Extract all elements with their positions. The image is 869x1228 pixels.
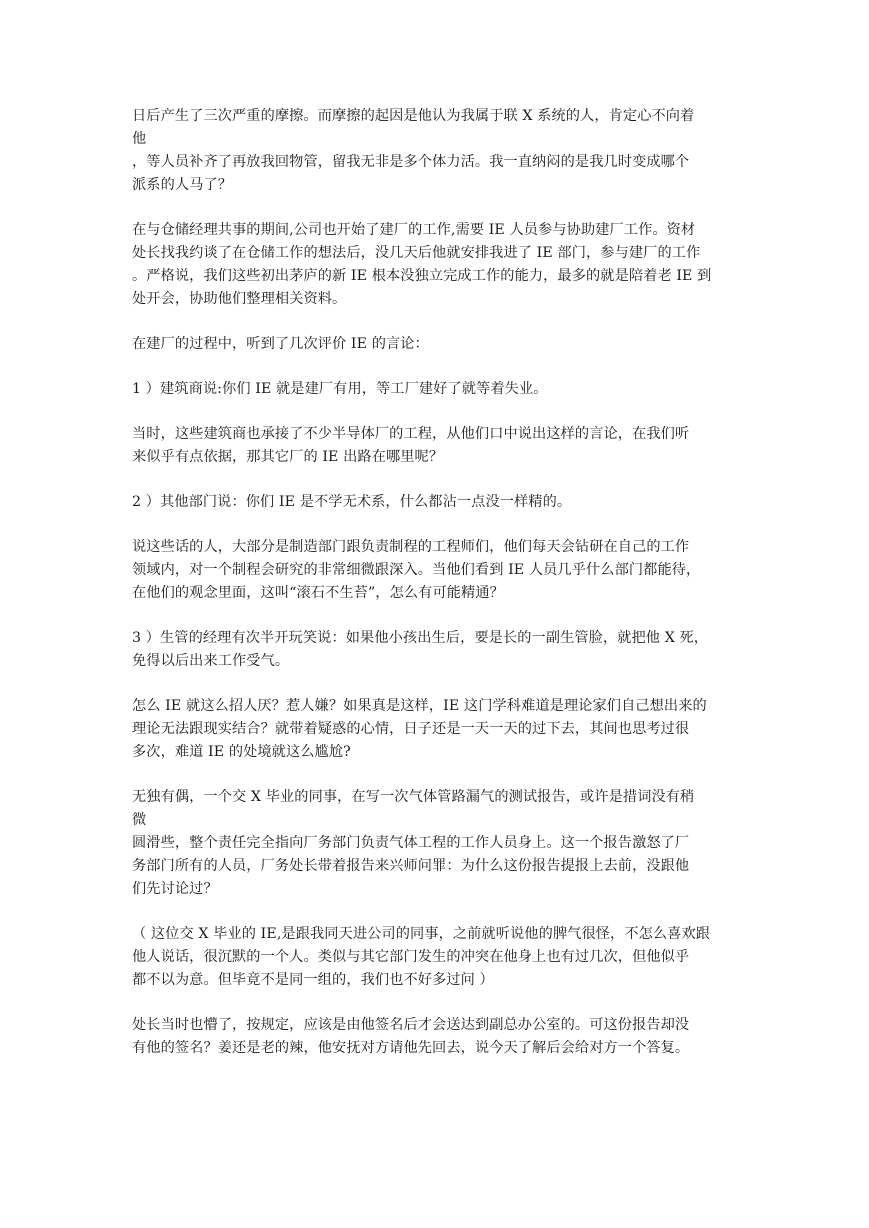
paragraph	[132, 1014, 742, 1060]
text-line: 处开会，协助他们整理相关资料。	[132, 291, 347, 307]
text-line: 派系的人马了？	[132, 177, 233, 193]
document-body	[132, 105, 742, 1082]
text-line: 处长找我约谈了在仓储工作的想法后，没几天后他就安排我进了 IE 部门，参与建厂的工作	[132, 245, 701, 261]
text-line: 无独有偶，一个交 X 毕业的同事，在写一次气体管路漏气的测试报告，或许是措词没有稍	[132, 789, 695, 805]
text-line: 怎么 IE 就这么招人厌？惹人嫌？如果真是这样，IE 这门学科难道是理论家们自己想出来的	[132, 698, 707, 714]
text-line: 免得以后出来工作受气。	[132, 653, 290, 669]
text-line: 们先讨论过？	[132, 881, 218, 897]
text-line: 有他的签名？姜还是老的辣，他安抚对方请他先回去，说今天了解后会给对方一个答复。	[132, 1040, 690, 1056]
paragraph	[132, 378, 742, 401]
text-line: 务部门所有的人员，厂务处长带着报告来兴师问罪：为什么这份报告提报上去前，没跟他	[132, 858, 690, 874]
paragraph	[132, 105, 742, 197]
text-line: 领域内，对一个制程会研究的非常细微跟深入。当他们看到 IE 人员几乎什么部门都能待，	[132, 562, 701, 578]
text-line: 当时，这些建筑商也承接了不少半导体厂的工程，从他们口中说出这样的言论，在我们听	[132, 426, 690, 442]
paragraph	[132, 491, 742, 514]
text-line: ，等人员补齐了再放我回物管，留我无非是多个体力活。我一直纳闷的是我几时变成哪个	[132, 154, 690, 170]
paragraph	[132, 786, 742, 901]
paragraph	[132, 695, 742, 764]
text-line: 2 ）其他部门说：你们 IE 是不学无术系，什么都沾一点没一样精的。	[132, 494, 572, 510]
text-line: 1 ）建筑商说:你们 IE 就是建厂有用，等工厂建好了就等着失业。	[132, 381, 548, 397]
text-line: 。严格说，我们这些初出茅庐的新 IE 根本没独立完成工作的能力，最多的就是陪着老 IE 到	[132, 268, 712, 284]
text-line: 来似乎有点依据，那其它厂的 IE 出路在哪里呢？	[132, 449, 444, 465]
text-line: 处长当时也懵了，按规定，应该是由他签名后才会送达到副总办公室的。可这份报告却没	[132, 1017, 690, 1033]
text-line: 在与仓储经理共事的期间,公司也开始了建厂的工作,需要 IE 人员参与协助建厂工作。资材	[132, 222, 696, 238]
paragraph	[132, 423, 742, 469]
paragraph	[132, 333, 742, 356]
text-line: 多次，难道 IE 的处境就这么尴尬?	[132, 744, 351, 760]
text-line: 他	[132, 131, 147, 147]
text-line: 理论无法跟现实结合？就带着疑惑的心情，日子还是一天一天的过下去，其间也思考过很	[132, 721, 690, 737]
text-line: 都不以为意。但毕竟不是同一组的，我们也不好多过问 ）	[132, 972, 494, 988]
text-line: （ 这位交 X 毕业的 IE,是跟我同天进公司的同事，之前就听说他的脾气很怪，不怎么喜欢跟	[132, 926, 711, 942]
paragraph	[132, 219, 742, 311]
paragraph	[132, 923, 742, 992]
text-line: 微	[132, 812, 147, 828]
paragraph	[132, 627, 742, 673]
text-line: 3 ）生管的经理有次半开玩笑说：如果他小孩出生后，要是长的一副生管脸，就把他 X 死，	[132, 630, 709, 646]
text-line: 日后产生了三次严重的摩擦。而摩擦的起因是他认为我属于联 X 系统的人，肯定心不向着	[132, 108, 695, 124]
text-line: 在建厂的过程中，听到了几次评价 IE 的言论：	[132, 336, 429, 352]
paragraph	[132, 536, 742, 605]
text-line: 在他们的观念里面，这叫“滚石不生苔”，怎么有可能精通？	[132, 585, 504, 601]
text-line: 说这些话的人，大部分是制造部门跟负责制程的工程师们，他们每天会钻研在自己的工作	[132, 539, 690, 555]
text-line: 他人说话，很沉默的一个人。类似与其它部门发生的冲突在他身上也有过几次，但他似乎	[132, 949, 690, 965]
text-line: 圆滑些，整个责任完全指向厂务部门负责气体工程的工作人员身上。这一个报告激怒了厂	[132, 835, 690, 851]
